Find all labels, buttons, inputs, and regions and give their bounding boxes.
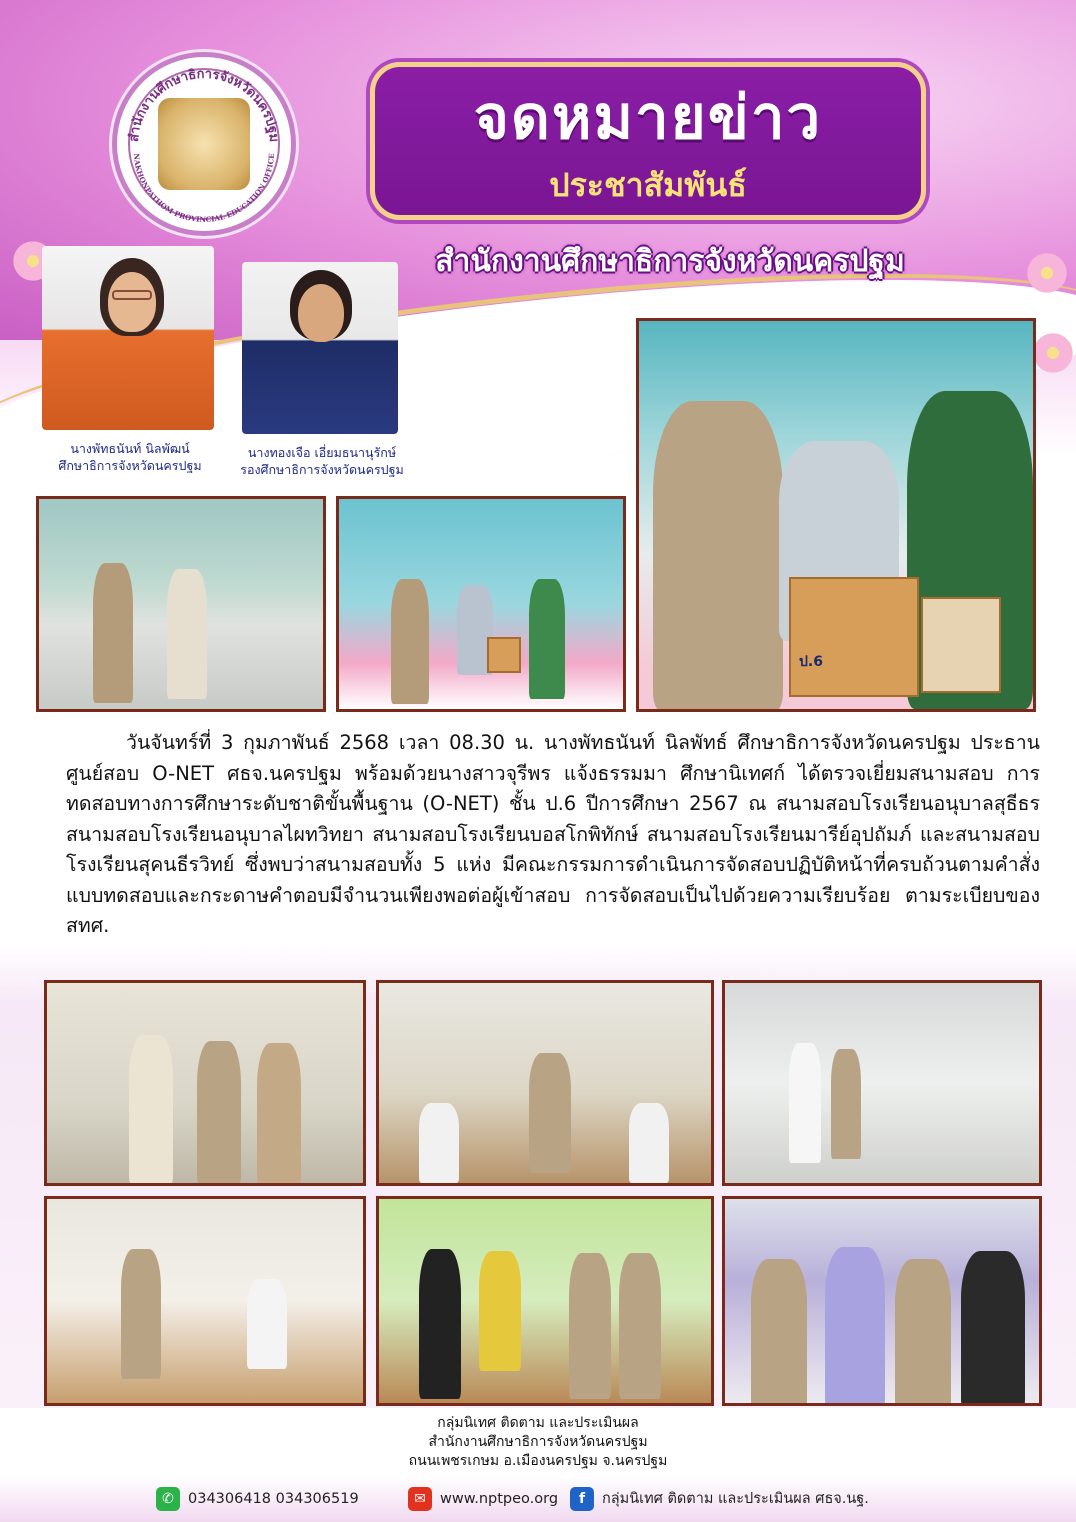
photo-exam-room-1 <box>44 1196 366 1406</box>
deputy-name: นางทองเจือ เอี่ยมธนานุรักษ์ <box>247 445 397 460</box>
photo-corridor-visit <box>36 496 326 712</box>
contact-phone <box>156 1487 359 1511</box>
portrait-director <box>42 246 214 430</box>
photo-classroom-visit <box>376 980 714 1186</box>
newsletter-title: จดหมายข่าว <box>473 83 823 153</box>
photo-exam-room-2 <box>376 1196 714 1406</box>
logo-text-en: NAKHONPATHOM PROVINCIAL EDUCATION OFFICE <box>131 152 277 225</box>
contact-facebook[interactable] <box>570 1487 869 1511</box>
mail-icon: ✉ <box>408 1487 432 1511</box>
flower-decoration <box>1030 330 1076 376</box>
photo-group-photo <box>722 1196 1042 1406</box>
flower-decoration <box>1024 250 1070 296</box>
footer-address <box>300 1414 776 1471</box>
photo-hall-exam <box>722 980 1042 1186</box>
contact-website[interactable] <box>408 1487 558 1511</box>
footer-department: กลุ่มนิเทศ ติดตาม และประเมินผล <box>437 1415 639 1431</box>
svg-text:NAKHONPATHOM PROVINCIAL EDUCAT <box>132 153 276 225</box>
photo-exam-box-closeup <box>636 318 1036 712</box>
website-link[interactable]: www.nptpeo.org <box>440 1491 559 1507</box>
caption-deputy-director <box>222 444 422 478</box>
newsletter-subtitle: ประชาสัมพันธ์ <box>549 166 747 204</box>
facebook-page-name[interactable]: กลุ่มนิเทศ ติดตาม และประเมินผล ศธจ.นฐ. <box>602 1491 869 1507</box>
phone-icon: ✆ <box>156 1487 180 1511</box>
logo-text-ring <box>112 52 296 236</box>
office-name: สำนักงานศึกษาธิการจังหวัดนครปฐม <box>435 244 905 279</box>
logo-text-th: สำนักงานศึกษาธิการจังหวัดนครปฐม <box>126 66 282 143</box>
director-name: นางพัทธนันท์ นิลพัฒน์ <box>70 441 190 456</box>
facebook-icon: f <box>570 1487 594 1511</box>
footer-street: ถนนเพชรเกษม อ.เมืองนครปฐม จ.นครปฐม <box>408 1453 668 1469</box>
news-paragraph: วันจันทร์ที่ 3 กุมภาพันธ์ 2568 เวลา 08.30 น. นางพัทธนันท์ นิลพัทธ์ ศึกษาธิการจังหวัดนครปฐม ประธานศูนย์สอบ O-NET ศธจ.นครปฐม พร้อมด้วยนางสาวจุรีพร แจ้งธรรมมา ศึกษานิเทศก์ ได้ตรวจเยี่ยมสนามสอบ การทดสอบทางการศึกษาระดับชาติขั้นพื้นฐาน (O-NET) ชั้น ป.6 ปีการศึกษา 2567 ณ สนามสอบโรงเรียนอนุบาลสุธีธร สนามสอบโรงเรียนอนุบาลไผทวิทยา สนามสอบโรงเรียนบอสโกพิทักษ์ สนามสอบโรงเรียนมารีย์อุปถัมภ์ และสนามสอบโรงเรียนสุคนธีรวิทย์ ซึ่งพบว่าสนามสอบทั้ง 5 แห่ง มีคณะกรรมการดำเนินการจัดสอบปฏิบัติหน้าที่ครบถ้วนตามคำสั่ง แบบทดสอบและกระดาษคำตอบมีจำนวนเพียงพอต่อผู้เข้าสอบ การจัดสอบเป็นไปด้วยความเรียบร้อย ตามระเบียบของ สทศ. <box>66 731 1040 937</box>
photo-exam-box-handover <box>336 496 626 712</box>
director-position: ศึกษาธิการจังหวัดนครปฐม <box>58 458 202 473</box>
caption-director <box>30 440 230 474</box>
footer-office: สำนักงานศึกษาธิการจังหวัดนครปฐม <box>428 1434 648 1450</box>
svg-text:สำนักงานศึกษาธิการจังหวัดนครปฐ <box>126 67 281 143</box>
box-label: ป.6 <box>799 654 823 670</box>
photo-school-entrance <box>44 980 366 1186</box>
phone-numbers: 034306418 034306519 <box>188 1491 359 1507</box>
deputy-position: รองศึกษาธิการจังหวัดนครปฐม <box>240 462 404 477</box>
portrait-deputy-director <box>242 262 398 434</box>
